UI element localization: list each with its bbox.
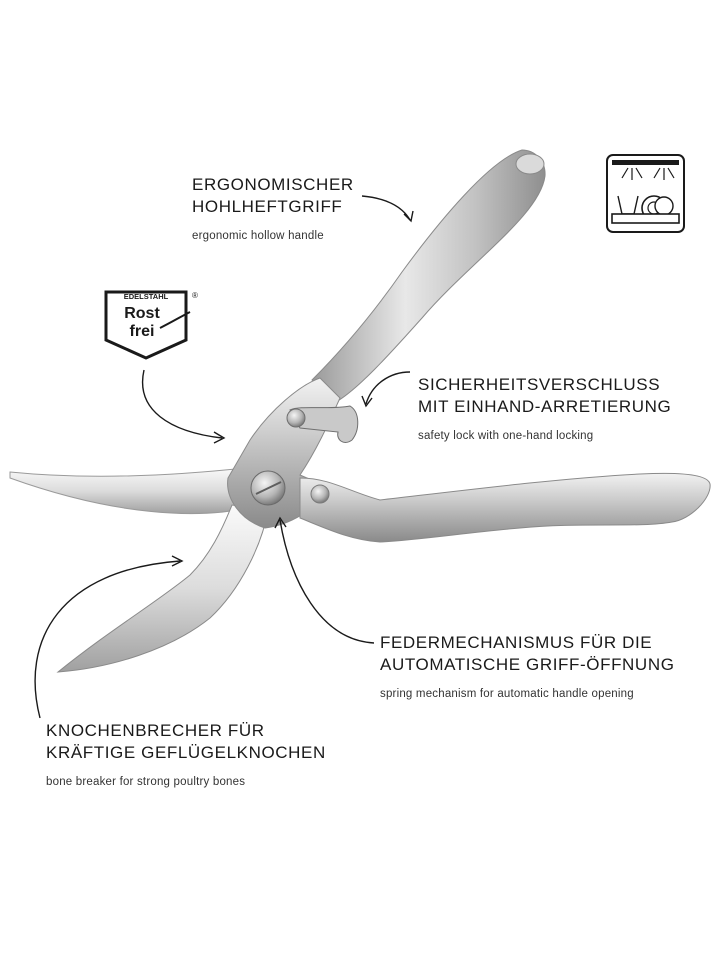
callout-title: ERGONOMISCHER HOHLHEFTGRIFF [192,175,354,216]
callout-subtitle: safety lock with one-hand locking [418,430,594,442]
callout-title: SICHERHEITSVERSCHLUSS MIT EINHAND-ARRETIERUNG [418,375,672,416]
spring-rivet [311,485,329,503]
callout-subtitle: bone breaker for strong poultry bones [46,776,246,788]
stainless-steel-badge-icon [106,291,198,358]
lower-blade [58,505,268,672]
dishwasher-safe-icon [607,155,684,232]
callout-hollow-handle [192,174,354,242]
badge-mark: ® [192,291,198,300]
callout-subtitle: spring mechanism for automatic handle opening [380,688,634,700]
arrow-badge [143,370,222,438]
callout-subtitle: ergonomic hollow handle [192,230,324,242]
badge-top-text: EDELSTAHL [123,292,169,301]
badge-line1: Rost [124,305,160,322]
lock-rivet [287,409,305,427]
upper-handle-end [516,154,544,174]
callout-arrows [35,196,413,718]
lower-handle [300,473,710,542]
arrow-lock [366,372,410,404]
badge-line2: frei [129,323,155,340]
callout-spring-mechanism [380,632,675,700]
callout-title: KNOCHENBRECHER FÜR KRÄFTIGE GEFLÜGELKNOCHEN [46,721,326,762]
callout-title: FEDERMECHANISMUS FÜR DIE AUTOMATISCHE GRIFF-ÖFFNUNG [380,633,675,674]
callout-safety-lock [418,374,671,442]
callout-bone-breaker [46,720,326,788]
upper-blade [10,468,260,514]
arrow-handle [362,196,410,220]
